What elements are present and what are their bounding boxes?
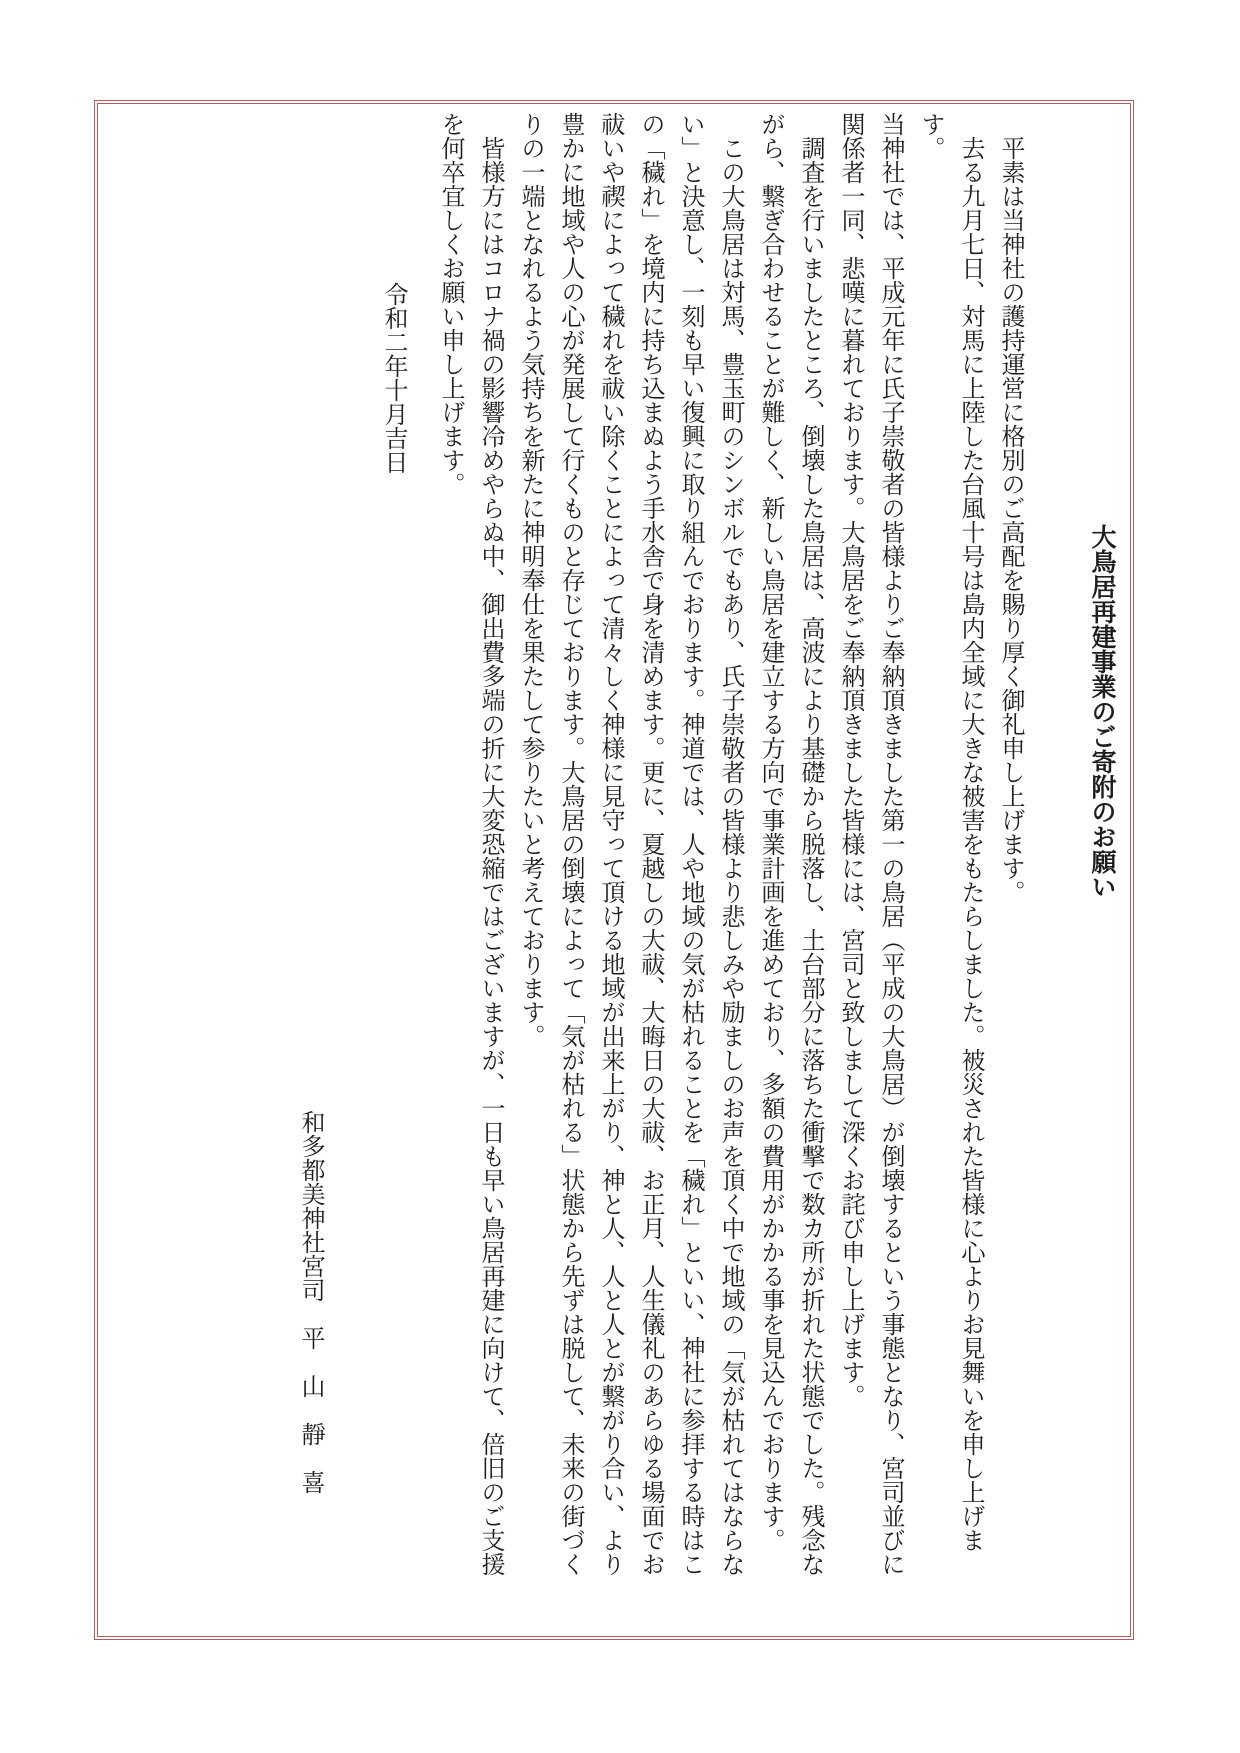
letter-body — [430, 112, 1030, 1576]
letter-date: 令和二年十月吉日 — [380, 282, 406, 474]
letter-signature: 和多都美神社宮司 平 山 靜 喜 — [297, 1110, 323, 1494]
paragraph-torii-collapse-apology: 当神社では、平成元年に氏子崇敬者の皆様よりご奉納頂きました第一の鳥居（平成の大鳥居）が倒壊するという事態となり、宮司並びに関係者一同、悲嘆に暮れております。大鳥居をご奉納頂きました皆様には、宮司と致しまして深くお詫び申し上げます。 — [837, 112, 903, 1576]
letter-border-frame — [94, 100, 1134, 1640]
paragraph-donation-request: 皆様方にはコロナ禍の影響冷めやらぬ中、御出費多端の折に大変恐縮ではございますが、一日も早い鳥居再建に向けて、倍旧のご支援を何卒宜しくお願い申し上げます。 — [437, 112, 503, 1576]
paragraph-symbol-and-shinto-purification: この大鳥居は対馬、豊玉町のシンボルでもあり、氏子崇敬者の皆様より悲しみや励ましのお声を頂く中で地域の「気が枯れてはならない」と決意し、一刻も早い復興に取り組んでおります。神道では、人や地域の気が枯れることを「穢れ」といい、神社に参拝する時はこの「穢れ」を境内に持ち込まぬよう手水舎で身を清めます。更に、夏越しの大祓、大晦日の大祓、お正月、人生儀礼のあらゆる場面でお祓いや禊によって穢れを祓い除くことによって清々しく神様に見守って頂ける地域が出来上がり、神と人、人と人とが繋がり合い、より豊かに地域や人の心が発展して行くものと存じております。大鳥居の倒壊によって「気が枯れる」状態から先ずは脱して、未来の街づくりの一端となれるよう気持ちを新たに神明奉仕を果たして参りたいと考えております。 — [517, 112, 743, 1576]
paragraph-survey-rebuild-plan: 調査を行いましたところ、倒壊した鳥居は、高波により基礎から脱落し、土台部分に落ちた衝撃で数カ所が折れた状態でした。残念ながら、繋ぎ合わせることが難しく、新しい鳥居を建立する方向で事業計画を進めており、多額の費用がかかる事を見込んでおります。 — [757, 112, 823, 1576]
letter-title: 大鳥居再建事業のご寄附のお願い — [1088, 524, 1115, 899]
paragraph-greeting: 平素は当神社の護持運営に格別のご高配を賜り厚く御礼申し上げます。 — [997, 112, 1023, 904]
paragraph-typhoon-damage: 去る九月七日、対馬に上陸した台風十号は島内全域に大きな被害をもたらしました。被災された皆様に心よりお見舞いを申し上げます。 — [917, 112, 983, 1552]
